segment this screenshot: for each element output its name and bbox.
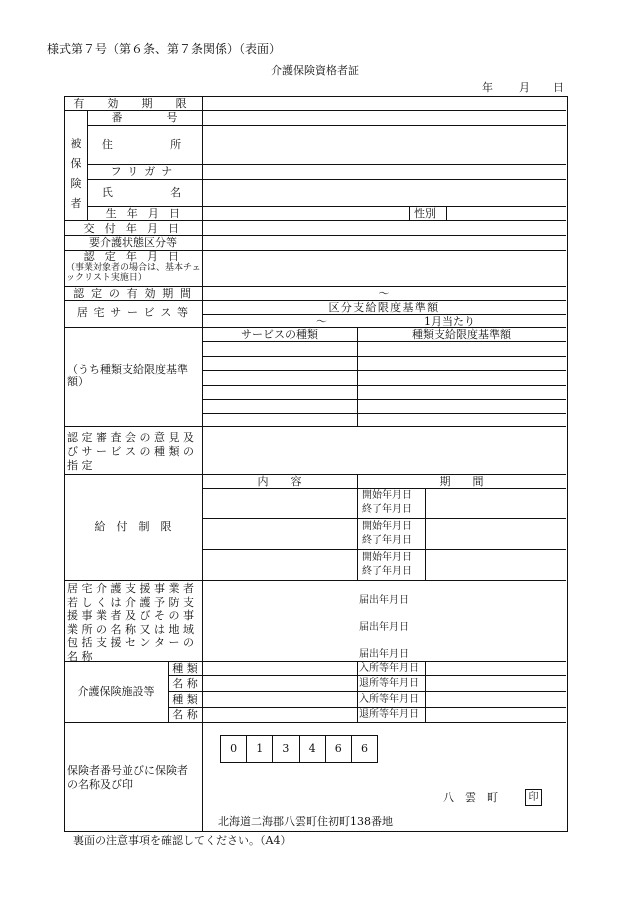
period-header: 期 間 [439, 475, 484, 488]
insurer-number-boxes [220, 735, 378, 763]
date-year: 年 [482, 81, 493, 94]
insurer-digit: 1 [247, 736, 273, 762]
type-limit-header: 種類支給限度基準額 [412, 328, 511, 341]
seal-mark: 印 [525, 789, 542, 806]
cert-valid-period-label: 認 定 の 有 効 期 間 [73, 287, 193, 300]
date-day: 日 [553, 81, 564, 94]
end-date-2: 終了年月日 [362, 535, 412, 546]
benefit-restriction-label: 給 付 制 限 [94, 520, 172, 533]
insurer-name: 八 雲 町 [443, 791, 498, 804]
content-header: 内 容 [257, 475, 302, 488]
insurer-address: 北海道二海郡八雲町住初町138番地 [218, 815, 393, 828]
per-month-label: 1月当たり [424, 315, 475, 328]
sex-label: 性別 [414, 207, 436, 220]
notification-date-2: 届出年月日 [359, 622, 409, 633]
service-type-header: サービスの種類 [241, 328, 318, 341]
name-label: 氏 名 [101, 186, 188, 199]
footer-note: 裏面の注意事項を確認してください。（A4） [73, 834, 292, 847]
furigana-label: フリガナ [110, 165, 179, 178]
insurer-digit: 3 [273, 736, 299, 762]
discharge-date-2: 退所等年月日 [359, 709, 419, 720]
document-title: 介護保険資格者証 [271, 64, 359, 77]
end-date-3: 終了年月日 [362, 566, 412, 577]
end-date-1: 終了年月日 [362, 504, 412, 515]
insurer-label: 保険者番号並びに保険者の名称及び印 [67, 764, 188, 791]
number-label: 番 号 [111, 111, 178, 124]
date-month: 月 [519, 81, 530, 94]
cert-valid-tilde: ～ [378, 287, 390, 300]
notification-date-3: 届出年月日 [359, 649, 409, 660]
support-provider-label: 居 宅 介 護 支 援 事 業 者 若 し く は 介 護 予 防 支 援 事 業 者 及 び そ の 事 業 所 の 名 称 又 は 地 域 包 括 支 援 セ ン タ ー の 名 称 [67, 582, 194, 663]
type-limit-label: （うち種類支給限度基準額） [67, 363, 188, 388]
notification-date-1: 届出年月日 [359, 595, 409, 606]
home-service-label: 居 宅 サ ー ビ ス 等 [76, 306, 190, 319]
facility-name-1: 名 称 [172, 677, 198, 690]
committee-opinion-label: 認 定 審 査 会 の 意 見 及 び サ ー ビ ス の 種 類 の 指 定 [67, 431, 194, 472]
facility-kind-1: 種 類 [172, 662, 198, 675]
start-date-1: 開始年月日 [362, 490, 412, 501]
birth-date-label: 生 年 月 日 [105, 207, 184, 220]
facility-kind-2: 種 類 [172, 693, 198, 706]
discharge-date-1: 退所等年月日 [359, 678, 419, 689]
admission-date-1: 入所等年月日 [359, 663, 419, 674]
limit-tilde: ～ [316, 315, 327, 328]
care-level-label: 要介護状態区分等 [89, 236, 177, 249]
form-number: 様式第７号（第６条、第７条関係）（表面） [47, 42, 282, 56]
address-label: 住 所 [101, 138, 188, 151]
insured-person-label: 被保険者 [70, 137, 82, 210]
facility-name-2: 名 称 [172, 708, 198, 721]
insurer-digit: 0 [221, 736, 247, 762]
insurer-digit: 6 [360, 742, 368, 755]
start-date-3: 開始年月日 [362, 552, 412, 563]
valid-period-label: 有 効 期 限 [73, 97, 193, 110]
cert-date-label: 認 定 年 月 日 [83, 250, 183, 263]
issue-date-label: 交 付 年 月 日 [83, 222, 183, 235]
insurer-digit: 6 [326, 736, 352, 762]
limit-amount-label: 区分支給限度基準額 [328, 301, 440, 314]
admission-date-2: 入所等年月日 [359, 694, 419, 705]
cert-date-note: （事業対象者の場合は、基本チェックリスト実施日） [66, 263, 201, 283]
start-date-2: 開始年月日 [362, 521, 412, 532]
facility-label: 介護保険施設等 [77, 685, 155, 698]
insurer-digit: 4 [300, 736, 326, 762]
